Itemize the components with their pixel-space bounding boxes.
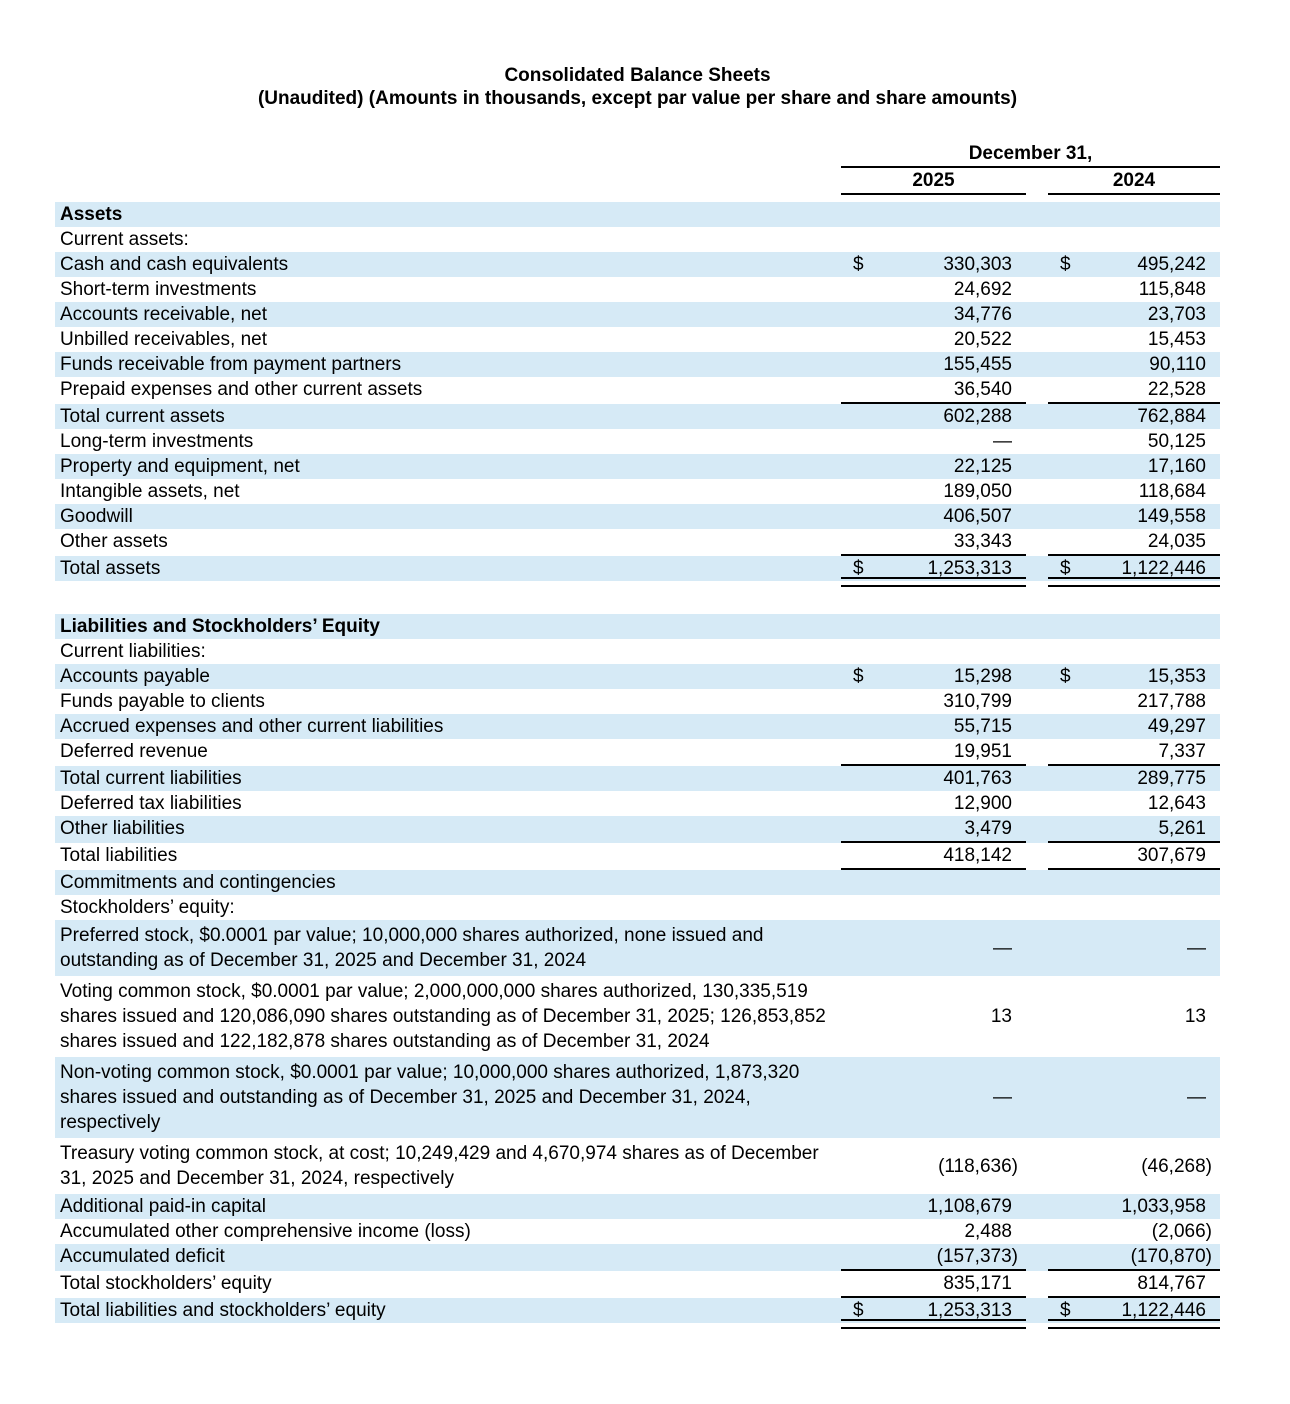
row-label: Non-voting common stock, $0.0001 par value; 10,000,000 shares authorized, 1,873,320 shares issued and outstanding as of December 31, 2025 and December 31, 2024, respectively: [60, 1062, 800, 1133]
value-2024: [1048, 227, 1220, 252]
amount: 22,125: [953, 456, 1012, 477]
currency-symbol: $: [1060, 1300, 1071, 1321]
value-2024: [1048, 979, 1220, 1054]
value-2025: [841, 352, 1026, 377]
row-label: Voting common stock, $0.0001 par value; 2,000,000,000 shares authorized, 130,335,519 shares issued and 120,086,090 shares outstanding as of December 31, 2025; 126,853,852 shares issued and 122,182,878 shares outstanding as of December 31, 2024: [60, 981, 826, 1052]
column-gap: [1026, 352, 1048, 377]
value-2024: [1048, 664, 1220, 689]
row-label: Accrued expenses and other current liabilities: [60, 716, 444, 737]
value-2024: [1048, 404, 1220, 429]
column-gap: [1026, 791, 1048, 816]
amount: 24,035: [1147, 531, 1206, 552]
value-2025: [841, 327, 1026, 352]
value-2025: [841, 429, 1026, 454]
row-label: Liabilities and Stockholders’ Equity: [60, 616, 380, 637]
value-2024: [1048, 529, 1220, 556]
row-label: Deferred revenue: [60, 741, 208, 762]
amount: 19,951: [953, 741, 1012, 762]
column-gap: [1026, 377, 1048, 404]
row-label: Accumulated deficit: [60, 1246, 225, 1267]
column-gap: [1026, 689, 1048, 714]
value-2024: [1048, 614, 1220, 639]
amount: 1,122,446: [1121, 558, 1206, 579]
row-label: Assets: [60, 204, 123, 225]
value-2025: [841, 454, 1026, 479]
document-title: Consolidated Balance Sheets: [504, 65, 771, 86]
table-row: [55, 529, 1220, 556]
amount: 3,479: [964, 818, 1012, 839]
amount: 762,884: [1137, 406, 1206, 427]
value-2024: [1048, 1271, 1220, 1298]
row-label: Stockholders’ equity:: [60, 897, 235, 918]
table-row: [55, 479, 1220, 504]
value-2024: [1048, 252, 1220, 277]
amount: —: [993, 937, 1012, 959]
value-2025: [841, 766, 1026, 791]
table-row: [55, 277, 1220, 302]
amount: 13: [990, 1006, 1012, 1027]
value-2024: [1048, 352, 1220, 377]
row-label: Other assets: [60, 531, 168, 552]
amount: 12,900: [953, 793, 1012, 814]
amount: 7,337: [1158, 741, 1206, 762]
column-gap: [1026, 843, 1048, 870]
value-2025: [841, 277, 1026, 302]
column-gap: [1026, 227, 1048, 252]
value-2025: [841, 529, 1026, 556]
document-subtitle: (Unaudited) (Amounts in thousands, except par value per share and share amounts): [257, 88, 1018, 109]
amount: 307,679: [1137, 845, 1206, 866]
row-label: Accounts payable: [60, 666, 210, 687]
amount: 5,261: [1158, 818, 1206, 839]
column-gap: [1026, 202, 1048, 227]
value-2025: [841, 639, 1026, 664]
row-label: Total liabilities and stockholders’ equity: [60, 1300, 386, 1321]
amount: 289,775: [1137, 768, 1206, 789]
row-label: Total current assets: [60, 406, 225, 427]
row-label: Prepaid expenses and other current assets: [60, 379, 423, 400]
value-2024: [1048, 1141, 1220, 1191]
table-row: [55, 1219, 1220, 1244]
amount: (2,066): [1151, 1221, 1212, 1242]
table-row: [55, 870, 1220, 895]
value-2025: [841, 664, 1026, 689]
row-label: Deferred tax liabilities: [60, 793, 242, 814]
table-row: [55, 302, 1220, 327]
value-2024: [1048, 504, 1220, 529]
table-row: [55, 454, 1220, 479]
header-spacer: [55, 143, 841, 168]
amount: 118,684: [1138, 481, 1206, 502]
row-label: Treasury voting common stock, at cost; 10,249,429 and 4,670,974 shares as of December 31, 2025 and December 31, 2024, respectively: [60, 1143, 819, 1189]
column-gap: [1026, 1219, 1048, 1244]
row-label: Total current liabilities: [60, 768, 242, 789]
column-gap: [1026, 454, 1048, 479]
row-label: Commitments and contingencies: [60, 872, 336, 893]
currency-symbol: $: [853, 558, 864, 579]
column-gap: [1026, 1141, 1048, 1191]
column-gap: [1026, 429, 1048, 454]
table-row: [55, 352, 1220, 377]
row-label: Accumulated other comprehensive income (loss): [60, 1221, 471, 1242]
amount: 401,763: [943, 768, 1012, 789]
amount: (157,373): [936, 1246, 1018, 1267]
amount: 50,125: [1147, 431, 1206, 452]
document-header: [55, 64, 1220, 110]
table-row: [55, 556, 1220, 581]
amount: 835,171: [943, 1273, 1012, 1294]
value-2025: [841, 1219, 1026, 1244]
value-2025: [841, 614, 1026, 639]
value-2025: [841, 979, 1026, 1054]
row-label: Other liabilities: [60, 818, 185, 839]
table-row: [55, 327, 1220, 352]
amount: 49,297: [1147, 716, 1206, 737]
value-2024: [1048, 454, 1220, 479]
value-2025: [841, 252, 1026, 277]
column-gap: [1026, 327, 1048, 352]
column-header-2024: 2024: [1048, 168, 1220, 195]
amount: 1,253,313: [927, 1300, 1012, 1321]
amount: 1,033,958: [1121, 1196, 1206, 1217]
row-label: Total assets: [60, 558, 161, 579]
value-2025: [841, 1194, 1026, 1219]
value-2024: [1048, 202, 1220, 227]
value-2024: [1048, 479, 1220, 504]
value-2025: [841, 227, 1026, 252]
row-label: Additional paid-in capital: [60, 1196, 266, 1217]
column-gap: [1026, 739, 1048, 766]
amount: 17,160: [1147, 456, 1206, 477]
table-row: [55, 202, 1220, 227]
value-2025: [841, 404, 1026, 429]
amount: 155,455: [943, 354, 1012, 375]
table-row: [55, 404, 1220, 429]
row-label: Total liabilities: [60, 845, 178, 866]
value-2025: [841, 504, 1026, 529]
table-row: [55, 227, 1220, 252]
amount: 418,142: [943, 845, 1012, 866]
column-gap: [1026, 252, 1048, 277]
column-gap: [1026, 479, 1048, 504]
column-gap: [1026, 714, 1048, 739]
table-row: [55, 843, 1220, 870]
table-row: [55, 791, 1220, 816]
table-row: [55, 714, 1220, 739]
value-2024: [1048, 556, 1220, 581]
table-row: [55, 639, 1220, 664]
value-2024: [1048, 689, 1220, 714]
column-gap: [1026, 639, 1048, 664]
table-row: [55, 252, 1220, 277]
value-2025: [841, 895, 1026, 920]
column-gap: [1026, 1244, 1048, 1271]
table-header-group: [55, 143, 1220, 168]
table-row: [55, 739, 1220, 766]
amount: 2,488: [964, 1221, 1012, 1242]
column-gap: [1026, 766, 1048, 791]
amount: 1,108,679: [927, 1196, 1012, 1217]
amount: 33,343: [953, 531, 1012, 552]
value-2025: [841, 843, 1026, 870]
value-2025: [841, 202, 1026, 227]
value-2025: [841, 1271, 1026, 1298]
column-header-2025: 2025: [841, 168, 1026, 195]
value-2024: [1048, 1219, 1220, 1244]
table-row: [55, 664, 1220, 689]
amount: 36,540: [953, 379, 1012, 400]
value-2024: [1048, 327, 1220, 352]
value-2025: [841, 739, 1026, 766]
amount: 15,353: [1147, 666, 1206, 687]
value-2024: [1048, 791, 1220, 816]
value-2024: [1048, 1194, 1220, 1219]
table-row: [55, 614, 1220, 639]
value-2024: [1048, 923, 1220, 973]
amount: 189,050: [943, 481, 1012, 502]
column-gap: [1026, 168, 1048, 195]
amount: 115,848: [1138, 279, 1206, 300]
amount: 814,767: [1137, 1273, 1206, 1294]
row-label: Accounts receivable, net: [60, 304, 268, 325]
value-2025: [841, 714, 1026, 739]
amount: (46,268): [1141, 1155, 1212, 1177]
table-row: [55, 895, 1220, 920]
table-row: [55, 504, 1220, 529]
table-row: [55, 429, 1220, 454]
amount: 406,507: [943, 506, 1012, 527]
column-gap: [1026, 1194, 1048, 1219]
section-gap: [55, 581, 1220, 614]
table-row: [55, 976, 1220, 1057]
value-2025: [841, 377, 1026, 404]
amount: 90,110: [1149, 354, 1206, 375]
balance-sheet-table: [55, 143, 1220, 1323]
row-label: Funds payable to clients: [60, 691, 265, 712]
date-column-group-header: December 31,: [841, 143, 1220, 168]
table-row: [55, 1138, 1220, 1194]
table-row: [55, 1271, 1220, 1298]
column-gap: [1026, 614, 1048, 639]
amount: —: [993, 1087, 1012, 1108]
amount: 15,453: [1147, 329, 1206, 350]
table-body: [55, 202, 1220, 1323]
column-gap: [1026, 664, 1048, 689]
row-label: Total stockholders’ equity: [60, 1273, 272, 1294]
currency-symbol: $: [853, 1300, 864, 1321]
value-2025: [841, 923, 1026, 973]
value-2025: [841, 1244, 1026, 1271]
row-label: Current liabilities:: [60, 641, 206, 662]
value-2025: [841, 302, 1026, 327]
amount: —: [993, 431, 1012, 452]
column-gap: [1026, 404, 1048, 429]
table-row: [55, 920, 1220, 976]
amount: 22,528: [1147, 379, 1206, 400]
value-2025: [841, 556, 1026, 581]
table-row: [55, 1057, 1220, 1138]
value-2024: [1048, 870, 1220, 895]
row-label: Long-term investments: [60, 431, 254, 452]
column-gap: [1026, 504, 1048, 529]
amount: 24,692: [953, 279, 1012, 300]
amount: 1,253,313: [927, 558, 1012, 579]
amount: 55,715: [953, 716, 1012, 737]
value-2024: [1048, 1244, 1220, 1271]
value-2024: [1048, 1298, 1220, 1323]
currency-symbol: $: [1060, 666, 1071, 687]
row-label: Goodwill: [60, 506, 133, 527]
currency-symbol: $: [853, 666, 864, 687]
amount: 495,242: [1137, 254, 1206, 275]
column-gap: [1026, 529, 1048, 556]
value-2024: [1048, 377, 1220, 404]
table-row: [55, 1194, 1220, 1219]
column-gap: [1026, 1060, 1048, 1135]
table-row: [55, 377, 1220, 404]
column-gap: [1026, 277, 1048, 302]
amount: 15,298: [953, 666, 1012, 687]
row-label: Preferred stock, $0.0001 par value; 10,000,000 shares authorized, none issued and outstanding as of December 31, 2025 and December 31, 2024: [60, 925, 764, 971]
amount: 217,788: [1137, 691, 1206, 712]
table-row: [55, 1298, 1220, 1323]
column-gap: [1026, 895, 1048, 920]
value-2024: [1048, 739, 1220, 766]
amount: 1,122,446: [1121, 1300, 1206, 1321]
amount: 149,558: [1137, 506, 1206, 527]
row-label: Current assets:: [60, 229, 189, 250]
amount: (170,870): [1130, 1246, 1212, 1267]
row-label: Cash and cash equivalents: [60, 254, 289, 275]
table-row: [55, 766, 1220, 791]
amount: 330,303: [943, 254, 1012, 275]
amount: 20,522: [953, 329, 1012, 350]
value-2024: [1048, 277, 1220, 302]
amount: 34,776: [953, 304, 1012, 325]
value-2025: [841, 689, 1026, 714]
value-2024: [1048, 429, 1220, 454]
amount: 602,288: [943, 406, 1012, 427]
value-2024: [1048, 843, 1220, 870]
column-gap: [1026, 556, 1048, 581]
table-row: [55, 689, 1220, 714]
value-2025: [841, 1141, 1026, 1191]
column-gap: [1026, 1271, 1048, 1298]
value-2024: [1048, 302, 1220, 327]
header-spacer: [55, 168, 841, 195]
column-gap: [1026, 870, 1048, 895]
value-2024: [1048, 1060, 1220, 1135]
currency-symbol: $: [1060, 558, 1071, 579]
value-2024: [1048, 714, 1220, 739]
table-row: [55, 1244, 1220, 1271]
row-label: Funds receivable from payment partners: [60, 354, 402, 375]
amount: 13: [1184, 1006, 1206, 1027]
amount: 12,643: [1147, 793, 1206, 814]
table-header-years: [55, 168, 1220, 195]
amount: 310,799: [943, 691, 1012, 712]
amount: —: [1187, 1087, 1206, 1108]
value-2024: [1048, 766, 1220, 791]
row-label: Short-term investments: [60, 279, 257, 300]
value-2025: [841, 479, 1026, 504]
value-2024: [1048, 816, 1220, 843]
column-gap: [1026, 979, 1048, 1054]
column-gap: [1026, 302, 1048, 327]
value-2025: [841, 791, 1026, 816]
table-row: [55, 816, 1220, 843]
column-gap: [1026, 923, 1048, 973]
row-label: Unbilled receivables, net: [60, 329, 268, 350]
value-2024: [1048, 895, 1220, 920]
value-2024: [1048, 639, 1220, 664]
row-label: Property and equipment, net: [60, 456, 300, 477]
currency-symbol: $: [853, 254, 864, 275]
currency-symbol: $: [1060, 254, 1071, 275]
value-2025: [841, 816, 1026, 843]
amount: (118,636): [938, 1155, 1018, 1177]
value-2025: [841, 1060, 1026, 1135]
column-gap: [1026, 816, 1048, 843]
value-2025: [841, 870, 1026, 895]
column-gap: [1026, 1298, 1048, 1323]
value-2025: [841, 1298, 1026, 1323]
row-label: Intangible assets, net: [60, 481, 240, 502]
amount: —: [1187, 937, 1206, 959]
amount: 23,703: [1147, 304, 1206, 325]
